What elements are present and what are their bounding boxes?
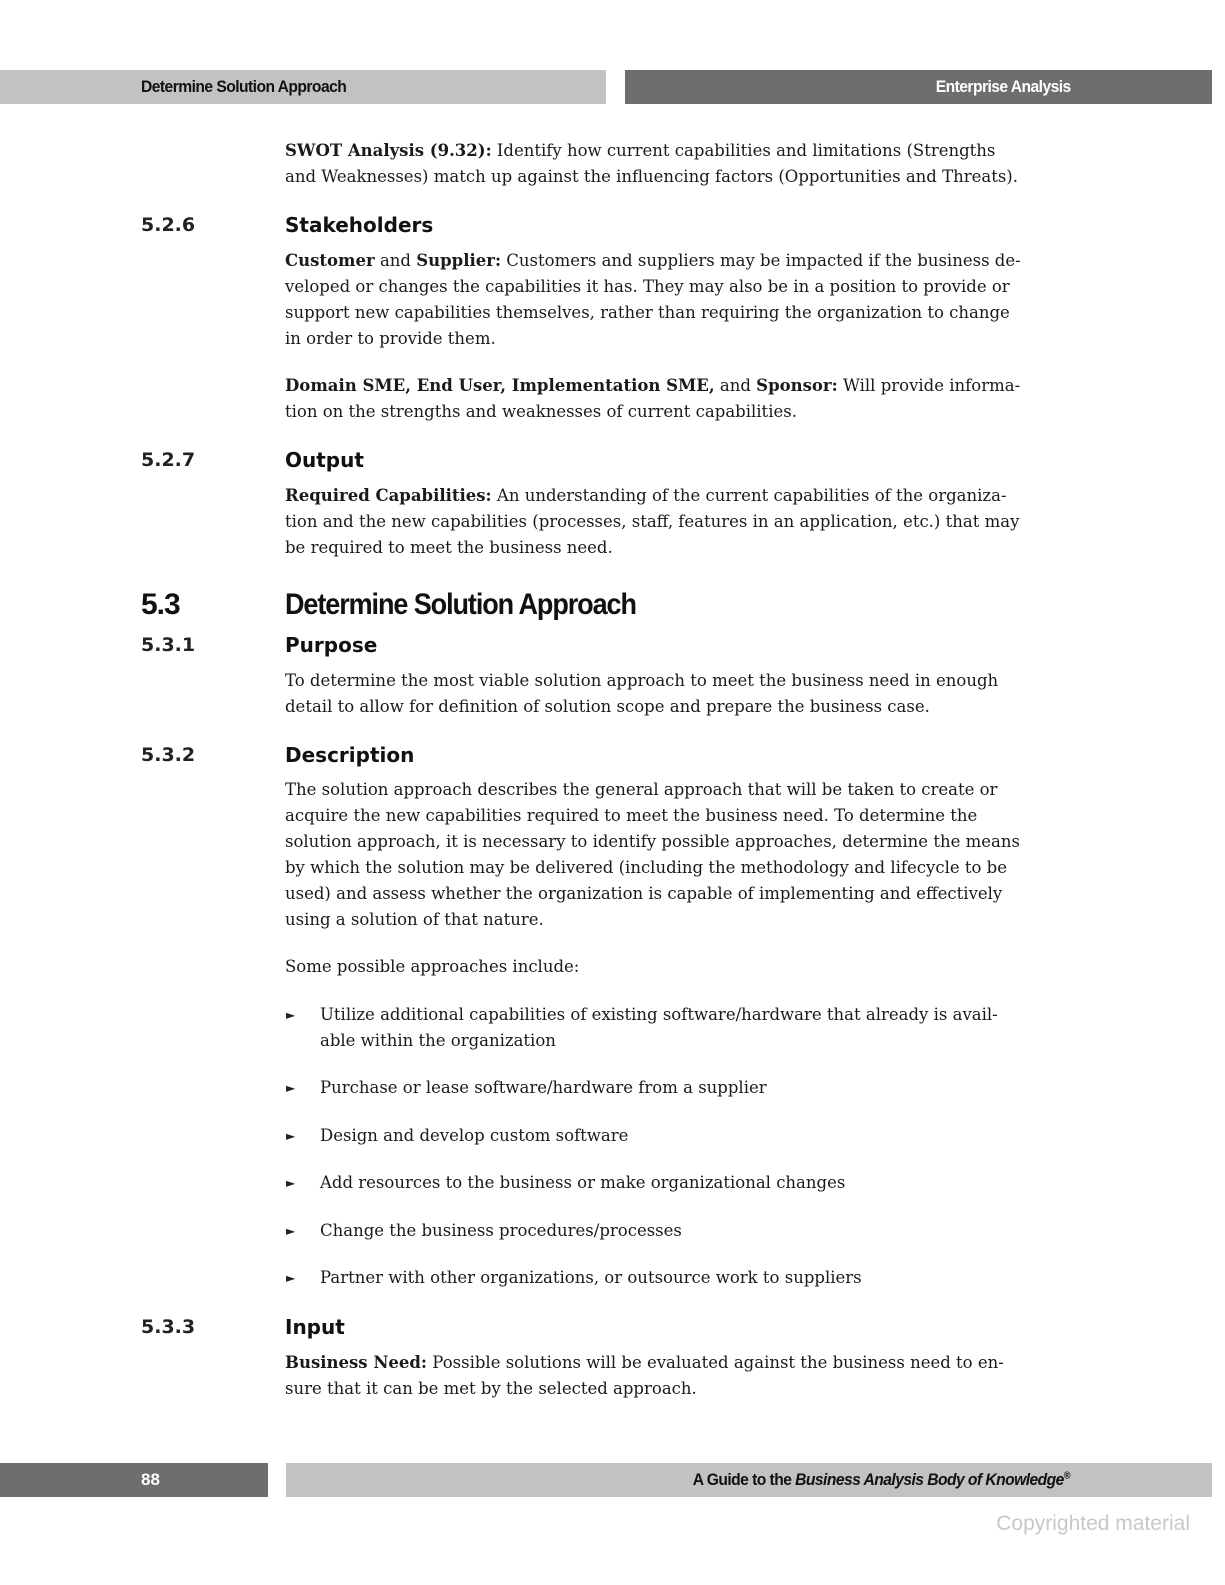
description-line-4: by which the solution may be delivered (including the methodology and lifecycle to be <box>285 858 1007 877</box>
input-line-2: sure that it can be met by the selected approach. <box>285 1379 697 1398</box>
purpose-line-1: To determine the most viable solution approach to meet the business need in enough <box>285 671 999 690</box>
list-item <box>320 1170 845 1196</box>
section-number-5-3-3: 5.3.3 <box>141 1316 196 1338</box>
stakeholders-p1-line-4: in order to provide them. <box>285 329 496 348</box>
section-number-5-2-6: 5.2.6 <box>141 214 196 236</box>
section-number-5-2-7: 5.2.7 <box>141 449 196 471</box>
page-number: 88 <box>141 1470 160 1489</box>
header-right-bar <box>625 70 1212 104</box>
list-item-line-1: Design and develop custom software <box>320 1126 629 1145</box>
input-line-1: Possible solutions will be evaluated against the business need to en- <box>427 1353 1004 1372</box>
list-item-line-2: able within the organization <box>320 1031 556 1050</box>
section-number-5-3-2: 5.3.2 <box>141 744 196 766</box>
swot-line-1: Identify how current capabilities and limitations (Strengths <box>491 141 996 160</box>
description-line-2: acquire the new capabilities required to meet the business need. To determine the <box>285 806 978 825</box>
footer-title-italic: Business Analysis Body of Knowledge <box>795 1470 1064 1489</box>
list-item-line-1: Purchase or lease software/hardware from a supplier <box>320 1078 767 1097</box>
section-title-stakeholders: Stakeholders <box>285 213 434 237</box>
term-required-capabilities: Required Capabilities: <box>285 486 492 505</box>
stakeholders-p2-line-2: tion on the strengths and weaknesses of current capabilities. <box>285 402 797 421</box>
stakeholders-p2-line-1: Will provide informa- <box>837 376 1021 395</box>
stakeholders-paragraph-1 <box>285 248 1075 352</box>
footer-book-title <box>693 1470 1070 1490</box>
bullet-arrow-icon: ► <box>286 1129 296 1143</box>
list-item-line-1: Partner with other organizations, or outsource work to suppliers <box>320 1268 862 1287</box>
description-line-1: The solution approach describes the general approach that will be taken to create or <box>285 780 998 799</box>
stakeholders-p1-line-3: support new capabilities themselves, rather than requiring the organization to change <box>285 303 1010 322</box>
stakeholders-p1-line-1: Customers and suppliers may be impacted if the business de- <box>501 251 1021 270</box>
swot-line-2: and Weaknesses) match up against the influencing factors (Opportunities and Threats). <box>285 167 1018 186</box>
section-title-description: Description <box>285 743 415 767</box>
list-item <box>320 1218 682 1244</box>
list-item <box>320 1123 628 1149</box>
output-line-3: be required to meet the business need. <box>285 538 613 557</box>
output-line-2: tion and the new capabilities (processes, staff, features in an application, etc.) that may <box>285 512 1020 531</box>
description-line-3: solution approach, it is necessary to identify possible approaches, determine the means <box>285 832 1020 851</box>
purpose-line-2: detail to allow for definition of solution scope and prepare the business case. <box>285 697 930 716</box>
purpose-paragraph <box>285 668 1075 720</box>
output-line-1: An understanding of the current capabilities of the organiza- <box>491 486 1007 505</box>
section-title-input: Input <box>285 1315 345 1339</box>
copyright-watermark: Copyrighted material <box>996 1512 1190 1535</box>
term-business-need: Business Need: <box>285 1353 428 1372</box>
list-item-line-1: Change the business procedures/processes <box>320 1221 682 1240</box>
section-number-5-3: 5.3 <box>141 588 180 621</box>
conjunction: and <box>374 251 417 270</box>
list-item <box>320 1002 998 1054</box>
footer-title-prefix: A Guide to the <box>692 1470 796 1489</box>
list-item <box>320 1075 767 1101</box>
bullet-arrow-icon: ► <box>286 1176 296 1190</box>
swot-paragraph <box>285 138 1075 190</box>
bullet-arrow-icon: ► <box>286 1224 296 1238</box>
list-item-line-1: Add resources to the business or make organizational changes <box>320 1173 846 1192</box>
section-title-purpose: Purpose <box>285 633 378 657</box>
bullet-arrow-icon: ► <box>286 1008 296 1022</box>
output-paragraph <box>285 483 1075 561</box>
term-roles: Domain SME, End User, Implementation SME, <box>285 376 715 395</box>
description-line-6: using a solution of that nature. <box>285 910 544 929</box>
section-title-determine-solution-approach: Determine Solution Approach <box>285 588 636 621</box>
running-header-chapter: Enterprise Analysis <box>936 77 1071 96</box>
bullet-arrow-icon: ► <box>286 1081 296 1095</box>
bullet-arrow-icon: ► <box>286 1271 296 1285</box>
swot-term: SWOT Analysis (9.32): <box>285 141 492 160</box>
footer-left-bar <box>0 1463 268 1497</box>
running-header-section: Determine Solution Approach <box>141 77 347 96</box>
section-number-5-3-1: 5.3.1 <box>141 634 196 656</box>
input-paragraph <box>285 1350 1075 1402</box>
term-customer: Customer <box>285 251 375 270</box>
section-title-output: Output <box>285 448 364 472</box>
description-line-5: used) and assess whether the organization is capable of implementing and effectively <box>285 884 1003 903</box>
term-sponsor: Sponsor: <box>756 376 838 395</box>
description-paragraph <box>285 777 1075 933</box>
approaches-intro: Some possible approaches include: <box>285 957 580 976</box>
stakeholders-paragraph-2 <box>285 373 1075 425</box>
term-supplier: Supplier: <box>416 251 502 270</box>
list-item-line-1: Utilize additional capabilities of existing software/hardware that already is avail- <box>320 1005 998 1024</box>
conjunction: and <box>714 376 757 395</box>
registered-mark: ® <box>1063 1470 1070 1482</box>
list-item <box>320 1265 862 1291</box>
stakeholders-p1-line-2: veloped or changes the capabilities it has. They may also be in a position to provide or <box>285 277 1010 296</box>
